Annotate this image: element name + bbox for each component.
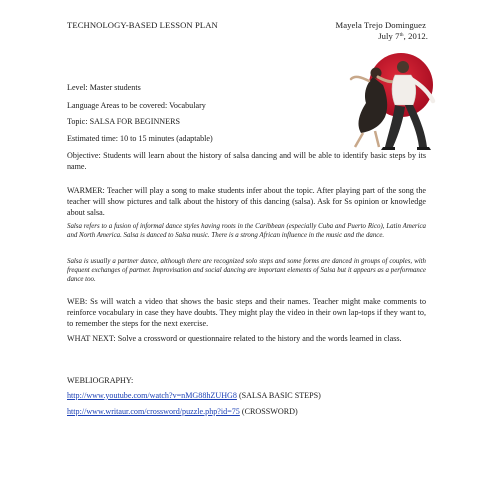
what-next-paragraph: WHAT NEXT: Solve a crossword or questionnaire related to the history and the words learned in class. (67, 334, 402, 343)
warmer-paragraph: WARMER: Teacher will play a song to make students infer about the topic. After playing part of the song the teacher will show pictures and talk about the history of this dancing (salsa). Ask for Ss opinion or knowledge about salsa. (67, 186, 426, 217)
topic-line: Topic: SALSA FOR BEGINNERS (67, 117, 180, 126)
objective-paragraph: Objective: Students will learn about the history of salsa dancing and will be able to identify basic steps by its name. (67, 151, 426, 171)
date-suffix-sup: th (399, 33, 404, 38)
link-note: (CROSSWORD) (239, 407, 298, 416)
youtube-video-link[interactable]: http://www.youtube.com/watch?v=nMG88hZUHG8 (67, 391, 237, 400)
language-areas-line: Language Areas to be covered: Vocabulary (67, 101, 206, 110)
document-date (313, 31, 428, 42)
document-title: TECHNOLOGY-BASED LESSON PLAN (67, 20, 218, 30)
author-name: Mayela Trejo Dominguez (335, 20, 426, 30)
time-line: Estimated time: 10 to 15 minutes (adaptable) (67, 134, 213, 143)
date-suffix: , 2012. (403, 31, 428, 41)
webliography-item (67, 406, 298, 417)
date-prefix: July 7 (378, 31, 400, 41)
salsa-definition-quote: Salsa refers to a fusion of informal dance styles having roots in the Caribbean (especially Cuba and Puerto Rico), Latin America and North America. Salsa is danced to Salsa music. There is a strong African influence in the music and the dance. (67, 223, 426, 240)
webliography-item (67, 390, 321, 401)
level-line: Level: Master students (67, 83, 141, 92)
salsa-dancers-illustration (333, 47, 445, 159)
web-paragraph: WEB: Ss will watch a video that shows the basic steps and their names. Teacher might make comments to reinforce vocabulary in case they have doubts. They might play the video in their own lap-tops if they want to, to remember the steps for the next exercise. (67, 297, 426, 328)
webliography-heading: WEBLIOGRAPHY: (67, 376, 134, 385)
link-note: (SALSA BASIC STEPS) (236, 391, 321, 400)
crossword-link[interactable]: http://www.writaur.com/crossword/puzzle.php?id=75 (67, 407, 240, 416)
salsa-partner-quote: Salsa is usually a partner dance, although there are recognized solo steps and some forms are danced in groups of couples, with frequent exchanges of partner. Improvisation and social dancing are important elements of Salsa but it appears as a performance dance too. (67, 258, 426, 284)
